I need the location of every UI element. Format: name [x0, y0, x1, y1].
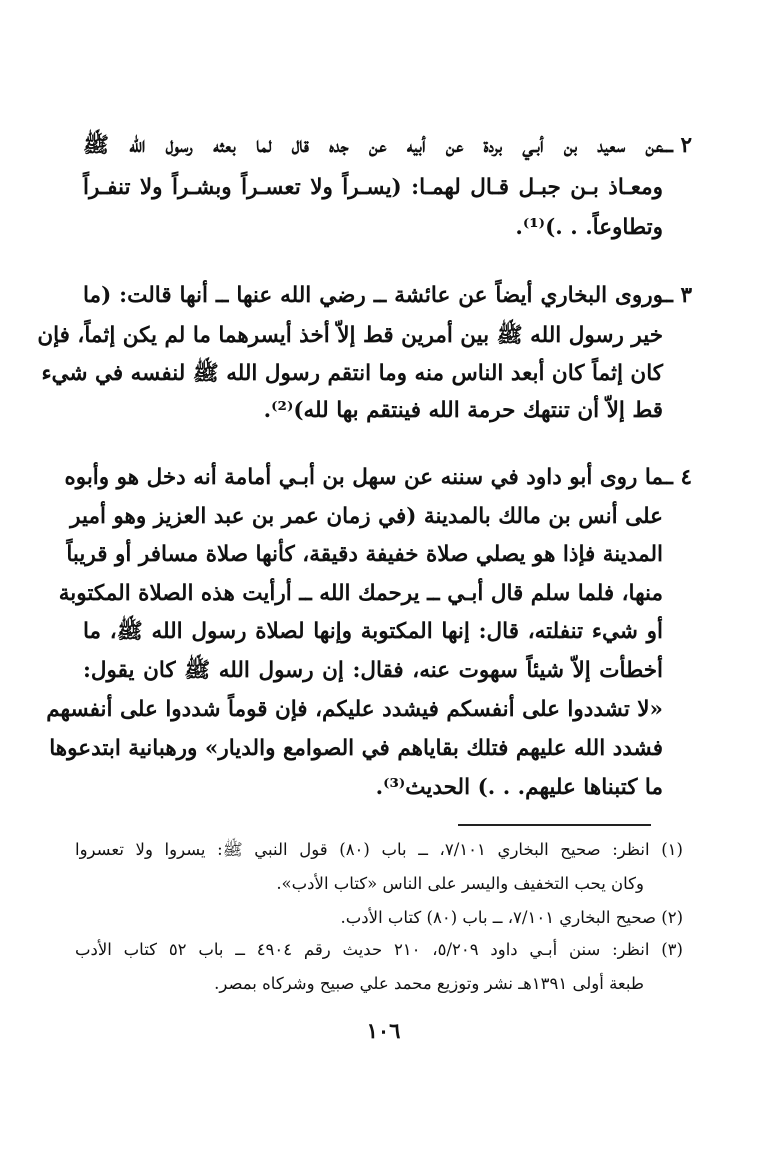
paragraph-line: كان إثماً كان أبعد الناس منه وما انتقم رسول الله ﷺ لنفسه في شيء: [41, 361, 663, 386]
paragraph-line: وتطاوعاً. . .)⁽¹⁾.: [515, 215, 663, 240]
paragraph-line: ومعـاذ بـن جبـل قـال لهمـا: (يسـراً ولا تعسـراً وبشـراً ولا تنفـراً: [83, 175, 663, 200]
paragraph-line: وروى البخاري أيضاً عن عائشة ــ رضي الله عنها ــ أنها قالت: (ما: [83, 283, 663, 308]
footnote-3-line-2: طبعة أولى ١٣٩١هـ نشر وتوزيع محمد علي صبيح وشركاه بمصر.: [214, 974, 644, 993]
footnote-2-line-1: (٢) صحيح البخاري ٧/١٠١، ــ باب (٨٠) كتاب الأدب.: [340, 908, 683, 927]
paragraph-line: خير رسول الله ﷺ بين أمرين قط إلاّ أخذ أيسرهما ما لم يكن إثماً، فإن: [37, 323, 663, 348]
paragraph-line: فشدد الله عليهم فتلك بقاياهم في الصوامع والديار» ورهبانية ابتدعوها: [49, 736, 663, 761]
paragraph-line: أخطأت إلاّ شيئاً سهوت عنه، فقال: إن رسول الله ﷺ كان يقول:: [83, 658, 663, 683]
footnote-1-line-1: (١) انظر: صحيح البخاري ٧/١٠١، ــ باب (٨٠) قول النبي ﷺ: يسروا ولا تعسروا: [75, 840, 683, 859]
footnote-divider: [458, 824, 651, 826]
item-number: ٤ ــ: [660, 465, 692, 490]
paragraph-line: أو شيء تنفلته، قال: إنها المكتوبة وإنها لصلاة رسول الله ﷺ، ما: [83, 619, 663, 644]
paragraph-line: على أنس بن مالك بالمدينة (في زمان عمر بن عبد العزيز وهو أمير: [70, 504, 663, 529]
paragraph-line: قط إلاّ أن تنتهك حرمة الله فينتقم بها لله)⁽²⁾.: [263, 398, 663, 423]
page-number: ١٠٦: [366, 1018, 401, 1043]
footnote-1-line-2: وكان يحب التخفيف واليسر على الناس «كتاب الأدب».: [276, 874, 644, 893]
paragraph-line: ما كتبناها عليهم. . .) الحديث⁽³⁾.: [375, 775, 663, 800]
paragraph-line: عن سعيد بن أبـي بردة عن أبيه عن جده قال لما بعثه رسول الله ﷺ: [83, 133, 663, 158]
footnote-3-line-1: (٣) انظر: سنن أبـي داود ٥/٢٠٩، ٢١٠ حديث رقم ٤٩٠٤ ــ باب ٥٢ كتاب الأدب: [75, 940, 683, 959]
paragraph-line: المدينة فإذا هو يصلي صلاة خفيفة دقيقة، كأنها صلاة مسافر أو قريباً: [66, 542, 663, 567]
paragraph-line: ما روى أبو داود في سننه عن سهل بن أبـي أمامة أنه دخل هو وأبوه: [64, 465, 663, 490]
item-number: ٢ ــ: [660, 133, 692, 158]
paragraph-line: منها، فلما سلم قال أبـي ــ يرحمك الله ــ أرأيت هذه الصلاة المكتوبة: [58, 581, 663, 606]
item-number: ٣ ــ: [660, 283, 692, 308]
paragraph-line: «لا تشددوا على أنفسكم فيشدد عليكم، فإن قوماً شددوا على أنفسهم: [46, 697, 663, 722]
